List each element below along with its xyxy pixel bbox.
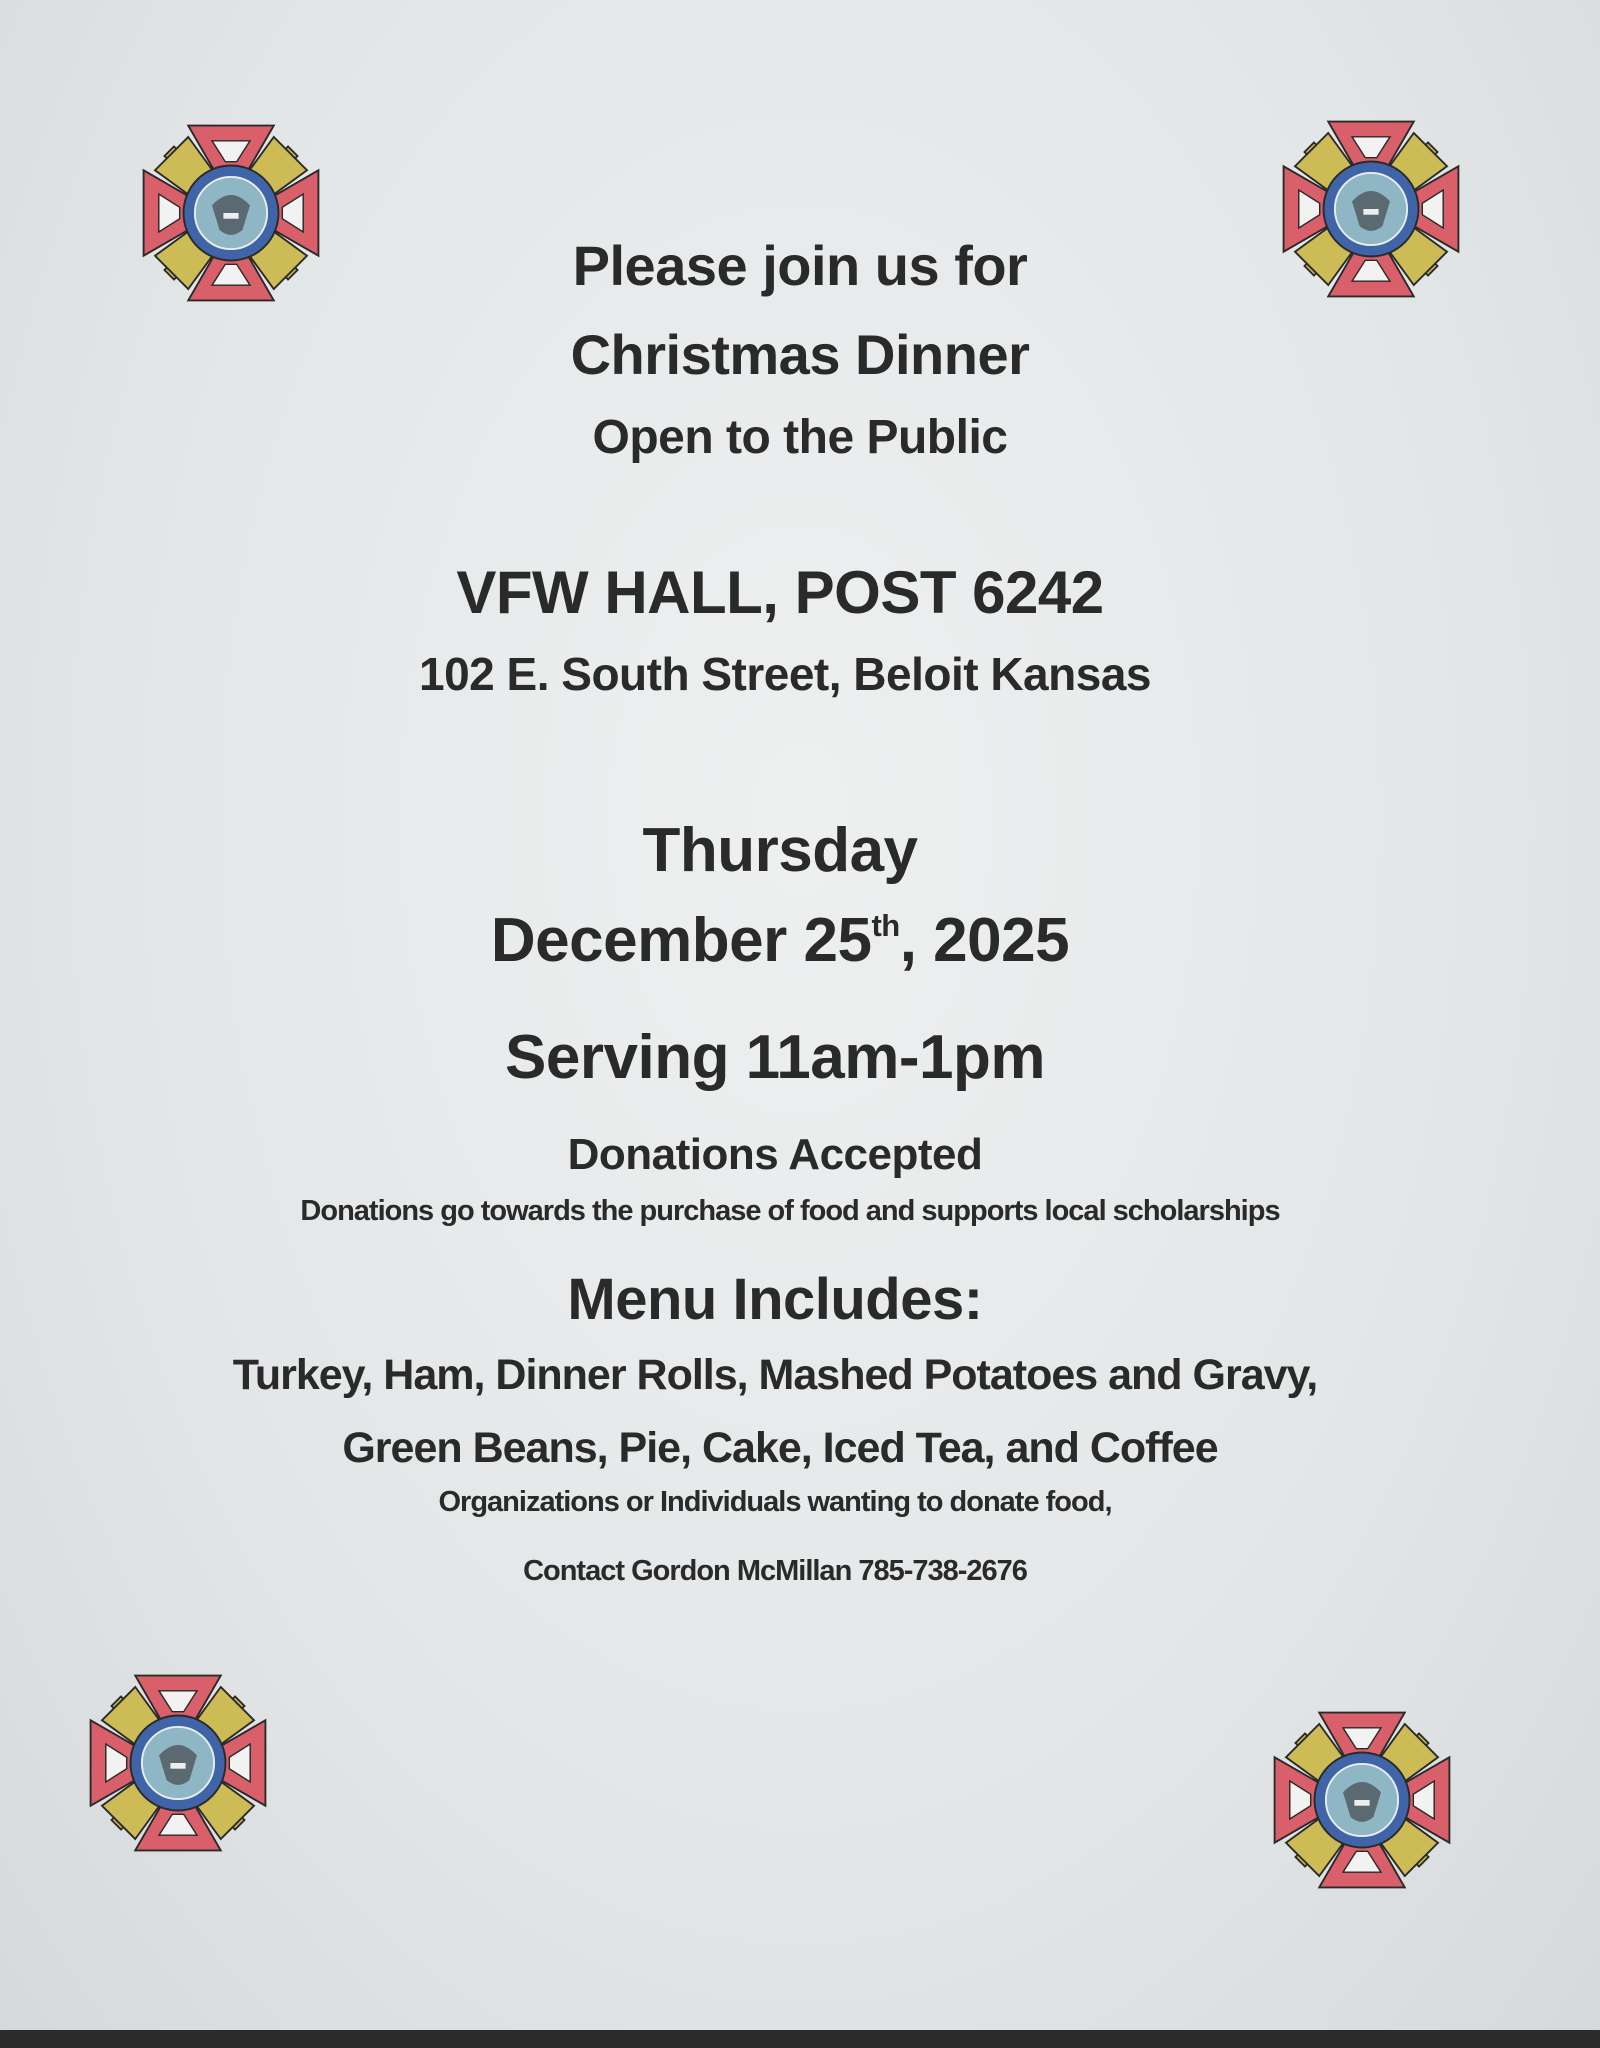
contact-info: Contact Gordon McMillan 785-738-2676 xyxy=(523,1555,1027,1587)
date-year: , 2025 xyxy=(899,906,1070,975)
vfw-emblem-icon xyxy=(1267,1705,1457,1895)
menu-line-1: Turkey, Ham, Dinner Rolls, Mashed Potatoes and Gravy, xyxy=(232,1351,1318,1399)
venue-address: 102 E. South Street, Beloit Kansas xyxy=(418,648,1151,700)
date-suffix: th xyxy=(871,908,900,944)
donations-title: Donations Accepted xyxy=(567,1130,983,1179)
heading-invite: Please join us for xyxy=(572,234,1028,297)
photo-edge xyxy=(0,2030,1600,2048)
menu-title: Menu Includes: xyxy=(567,1267,983,1332)
donations-note: Donations go towards the purchase of food and supports local scholarships xyxy=(300,1195,1280,1227)
donate-food-note: Organizations or Individuals wanting to donate food, xyxy=(438,1486,1112,1518)
vfw-emblem-icon xyxy=(83,1668,273,1858)
event-date xyxy=(0,905,1580,976)
event-day: Thursday xyxy=(642,816,918,885)
date-month-day: December 25 xyxy=(490,906,872,975)
open-to-public: Open to the Public xyxy=(592,411,1008,464)
heading-event: Christmas Dinner xyxy=(570,323,1030,386)
serving-hours: Serving 11am-1pm xyxy=(505,1023,1045,1092)
venue-name: VFW HALL, POST 6242 xyxy=(456,559,1104,626)
menu-line-2: Green Beans, Pie, Cake, Iced Tea, and Coffee xyxy=(342,1424,1218,1472)
